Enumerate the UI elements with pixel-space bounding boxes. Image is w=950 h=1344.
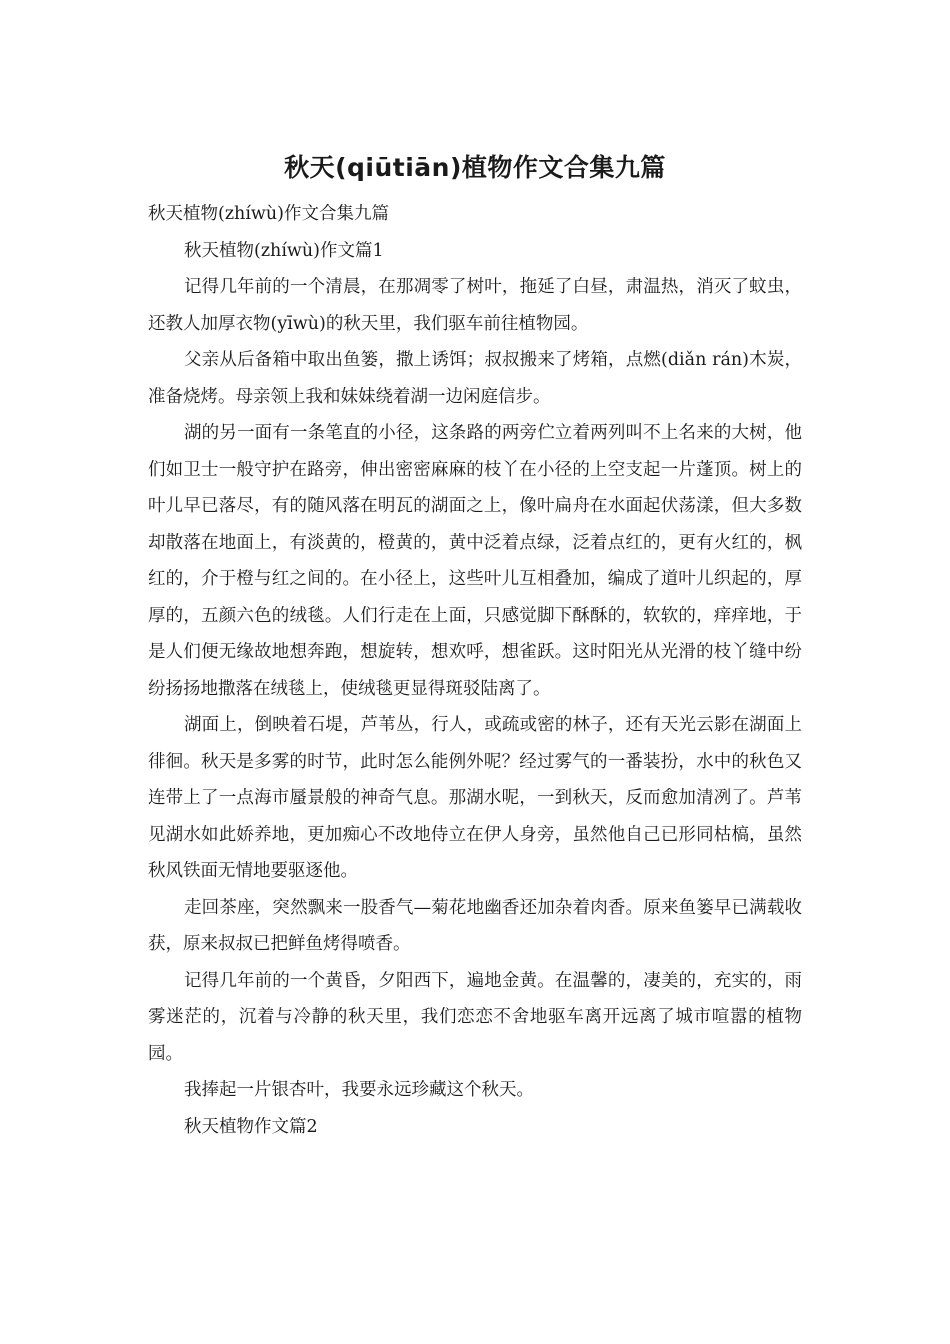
paragraph-5: 走回茶座，突然飘来一股香气—菊花地幽香还加杂着肉香。原来鱼篓早已满载收获，原来叔叔已把鲜鱼烤得喷香。 xyxy=(148,897,802,954)
paragraph-4: 湖面上，倒映着石堤，芦苇丛，行人，或疏或密的林子，还有天光云影在湖面上徘徊。秋天是多雾的时节，此时怎么能例外呢？经过雾气的一番装扮，水中的秋色又连带上了一点海市蜃景般的神奇气息。那湖水呢，一到秋天，反而愈加清冽了。芦苇见湖水如此娇养地，更加痴心不改地侍立在伊人身旁，虽然他自己已形同枯槁，虽然秋风铁面无情地要驱逐他。 xyxy=(148,715,802,881)
document-page xyxy=(148,150,802,1145)
paragraph-3: 湖的另一面有一条笔直的小径，这条路的两旁伫立着两列叫不上名来的大树，他们如卫士一般守护在路旁，伸出密密麻麻的枝丫在小径的上空支起一片蓬顶。树上的叶儿早已落尽，有的随风落在明瓦的湖面之上，像叶扁舟在水面起伏荡漾，但大多数却散落在地面上，有淡黄的，橙黄的，黄中泛着点绿，泛着点红的，更有火红的，枫红的，介于橙与红之间的。在小径上，这些叶儿互相叠加，编成了道叶儿织起的，厚厚的，五颜六色的绒毯。人们行走在上面，只感觉脚下酥酥的，软软的，痒痒地，于是人们便无缘故地想奔跑，想旋转，想欢呼，想雀跃。这时阳光从光滑的枝丫缝中纷纷扬扬地撒落在绒毯上，使绒毯更显得斑驳陆离了。 xyxy=(148,423,802,699)
section-heading-1: 秋天植物(zhíwù)作文篇1 xyxy=(184,240,384,261)
paragraph-2: 父亲从后备箱中取出鱼篓，撒上诱饵；叔叔搬来了烤箱，点燃(diǎn rán)木炭，准备烧烤。母亲领上我和妹妹绕着湖一边闲庭信步。 xyxy=(148,350,802,407)
section-heading-2: 秋天植物作文篇2 xyxy=(184,1116,318,1137)
paragraph-1: 记得几年前的一个清晨，在那凋零了树叶，拖延了白昼，肃温热，消灭了蚊虫，还教人加厚衣物(yīwù)的秋天里，我们驱车前往植物园。 xyxy=(148,277,802,334)
document-subtitle: 秋天植物(zhíwù)作文合集九篇 xyxy=(148,204,389,224)
document-title: 秋天(qiūtiān)植物作文合集九篇 xyxy=(284,153,666,182)
paragraph-7: 我捧起一片银杏叶，我要永远珍藏这个秋天。 xyxy=(184,1080,534,1100)
paragraph-6: 记得几年前的一个黄昏，夕阳西下，遍地金黄。在温馨的，凄美的，充实的，雨雾迷茫的，沉着与冷静的秋天里，我们恋恋不舍地驱车离开远离了城市喧嚣的植物园。 xyxy=(148,970,802,1064)
